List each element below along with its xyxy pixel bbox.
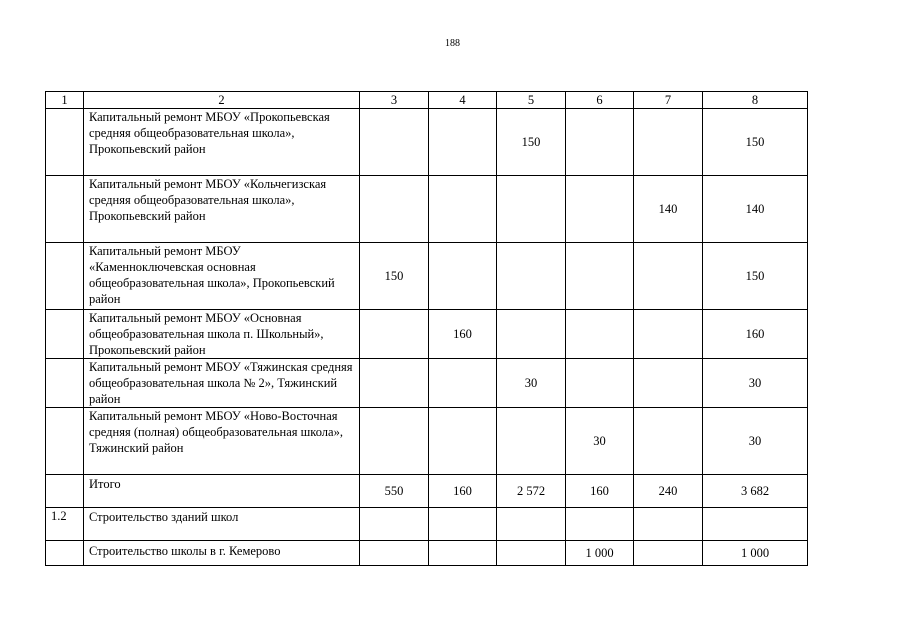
header-cell: 2 [84, 92, 360, 109]
value-cell [497, 408, 566, 475]
value-cell [634, 541, 703, 566]
value-cell [566, 508, 634, 541]
row-name-cell: Строительство школы в г. Кемерово [84, 541, 360, 566]
row-index-cell [46, 109, 84, 176]
value-cell: 150 [497, 109, 566, 176]
value-cell: 2 572 [497, 475, 566, 508]
value-cell [360, 310, 429, 359]
value-cell: 160 [429, 310, 497, 359]
table-row [46, 359, 808, 408]
table-row [46, 176, 808, 243]
header-cell: 4 [429, 92, 497, 109]
value-cell [360, 508, 429, 541]
total-cell: 3 682 [703, 475, 808, 508]
total-cell: 150 [703, 243, 808, 310]
value-cell [634, 408, 703, 475]
value-cell: 160 [566, 475, 634, 508]
row-name-cell: Капитальный ремонт МБОУ «Тяжинская средняя общеобразовательная школа № 2», Тяжинский район [84, 359, 360, 408]
table-row [46, 243, 808, 310]
value-cell [634, 310, 703, 359]
value-cell [429, 541, 497, 566]
total-cell: 30 [703, 408, 808, 475]
row-name-cell: Итого [84, 475, 360, 508]
value-cell [360, 541, 429, 566]
value-cell [429, 243, 497, 310]
row-index-cell: 1.2 [46, 508, 84, 541]
table-row-total [46, 475, 808, 508]
table-row [46, 310, 808, 359]
value-cell [566, 176, 634, 243]
value-cell: 150 [360, 243, 429, 310]
total-cell: 160 [703, 310, 808, 359]
value-cell [566, 243, 634, 310]
value-cell [360, 359, 429, 408]
value-cell [497, 310, 566, 359]
header-cell: 7 [634, 92, 703, 109]
row-index-cell [46, 475, 84, 508]
value-cell [360, 408, 429, 475]
row-name-cell: Капитальный ремонт МБОУ «Ново-Восточная средняя (полная) общеобразовательная школа», Тяжинский район [84, 408, 360, 475]
value-cell [429, 359, 497, 408]
page-number: 188 [445, 38, 460, 49]
value-cell [497, 243, 566, 310]
header-cell: 8 [703, 92, 808, 109]
value-cell [634, 359, 703, 408]
value-cell [360, 176, 429, 243]
row-index-cell [46, 541, 84, 566]
value-cell [566, 109, 634, 176]
value-cell [566, 310, 634, 359]
value-cell [429, 408, 497, 475]
row-name-cell: Строительство зданий школ [84, 508, 360, 541]
value-cell [634, 243, 703, 310]
row-index-cell [46, 359, 84, 408]
value-cell [566, 359, 634, 408]
total-cell: 30 [703, 359, 808, 408]
value-cell [429, 109, 497, 176]
value-cell: 240 [634, 475, 703, 508]
row-name-cell: Капитальный ремонт МБОУ «Каменноключевская основная общеобразовательная школа», Прокопьевский район [84, 243, 360, 310]
total-cell: 150 [703, 109, 808, 176]
table-row [46, 109, 808, 176]
row-name-cell: Капитальный ремонт МБОУ «Прокопьевская средняя общеобразовательная школа», Прокопьевский район [84, 109, 360, 176]
value-cell [634, 508, 703, 541]
value-cell [429, 176, 497, 243]
value-cell [497, 541, 566, 566]
value-cell [634, 109, 703, 176]
row-index-cell [46, 408, 84, 475]
row-name-cell: Капитальный ремонт МБОУ «Основная общеобразовательная школа п. Школьный», Прокопьевский район [84, 310, 360, 359]
table-header-row [46, 92, 808, 109]
header-cell: 5 [497, 92, 566, 109]
total-cell: 1 000 [703, 541, 808, 566]
value-cell [497, 508, 566, 541]
value-cell: 160 [429, 475, 497, 508]
row-index-cell [46, 243, 84, 310]
value-cell: 30 [497, 359, 566, 408]
header-cell: 6 [566, 92, 634, 109]
header-cell: 3 [360, 92, 429, 109]
row-name-cell: Капитальный ремонт МБОУ «Кольчегизская средняя общеобразовательная школа», Прокопьевский район [84, 176, 360, 243]
row-index-cell [46, 310, 84, 359]
row-index-cell [46, 176, 84, 243]
table-row [46, 541, 808, 566]
value-cell: 550 [360, 475, 429, 508]
value-cell: 1 000 [566, 541, 634, 566]
total-cell: 140 [703, 176, 808, 243]
table-row [46, 408, 808, 475]
value-cell [429, 508, 497, 541]
table-row-section [46, 508, 808, 541]
value-cell: 30 [566, 408, 634, 475]
budget-table [45, 91, 808, 566]
header-cell: 1 [46, 92, 84, 109]
total-cell [703, 508, 808, 541]
value-cell [497, 176, 566, 243]
value-cell [360, 109, 429, 176]
value-cell: 140 [634, 176, 703, 243]
